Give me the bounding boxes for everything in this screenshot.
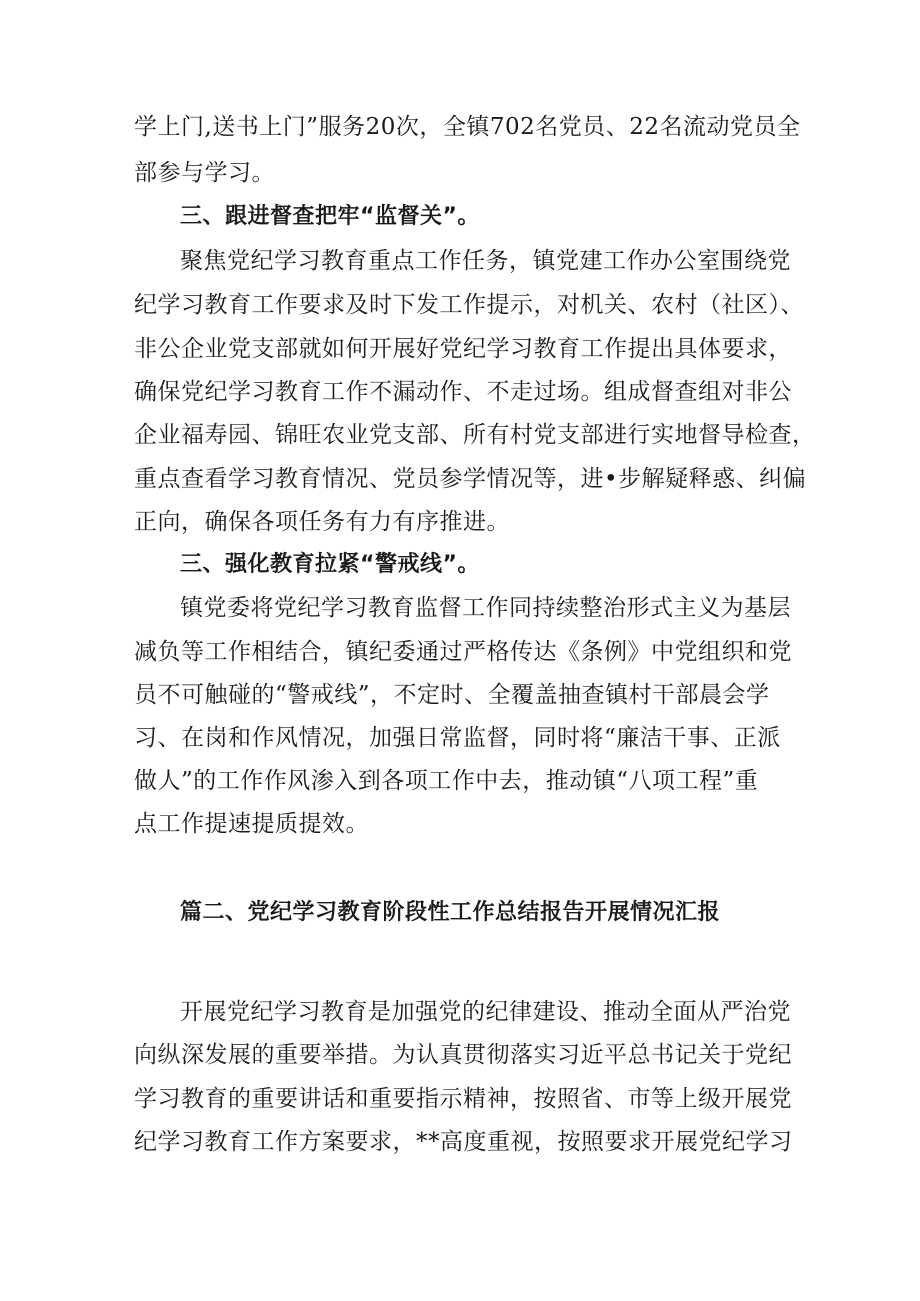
paragraph-line: 向纵深发展的重要举措。为认真贯彻落实习近平总书记关于党纪 — [134, 1042, 792, 1068]
paragraph-line: 纪学习教育工作方案要求，**高度重视，按照要求开展党纪学习 — [134, 1129, 793, 1155]
paragraph-line: 减负等工作相结合，镇纪委通过严格传达《条例》中党组织和党 — [134, 639, 792, 665]
paragraph-line: 重点查看学习教育情况、党员参学情况等，进•步解疑释惑、纠偏 — [134, 466, 807, 492]
paragraph-line: 员不可触碰的“警戒线”，不定时、全覆盖抽查镇村干部晨会学 — [134, 682, 770, 708]
paragraph-line: 部参与学习。 — [134, 160, 275, 186]
paragraph-line: 开展党纪学习教育是加强党的纪律建设、推动全面从严治党 — [180, 999, 791, 1025]
paragraph-line: 镇党委将党纪学习教育监督工作同持续整治形式主义为基层 — [180, 595, 791, 621]
paragraph-line: 确保党纪学习教育工作不漏动作、不走过场。组成督查组对非公 — [134, 379, 792, 405]
paragraph-line: 学习教育的重要讲话和重要指示精神，按照省、市等上级开展党 — [134, 1086, 792, 1112]
paragraph-line: 学上门,送书上门”服务20次，全镇702名党员、22名流动党员全 — [134, 114, 801, 140]
paragraph-line: 非公企业党支部就如何开展好党纪学习教育工作提出具体要求， — [134, 336, 792, 362]
paragraph-line: 习、在岗和作风情况，加强日常监督，同时将“廉洁干事、正派 — [134, 725, 781, 751]
paragraph-line: 聚焦党纪学习教育重点工作任务，镇党建工作办公室围绕党 — [180, 248, 791, 274]
paragraph-line: 做人”的工作作风渗入到各项工作中去，推动镇“八项工程”重 — [134, 768, 759, 794]
paragraph-line: 纪学习教育工作要求及时下发工作提示，对机关、农村（社区）、 — [134, 292, 804, 318]
paragraph-line: 企业福寿园、锦旺农业党支部、所有村党支部进行实地督导检查， — [134, 422, 816, 448]
section-heading: 三、强化教育拉紧“警戒线”。 — [180, 552, 480, 577]
paragraph-line: 正向，确保各项任务有力有序推进。 — [134, 509, 510, 535]
paragraph-line: 点工作提速提质提效。 — [134, 811, 369, 837]
section-heading: 三、跟进督查把牢“监督关”。 — [180, 204, 480, 229]
article-title: 篇二、党纪学习教育阶段性工作总结报告开展情况汇报 — [180, 900, 721, 925]
